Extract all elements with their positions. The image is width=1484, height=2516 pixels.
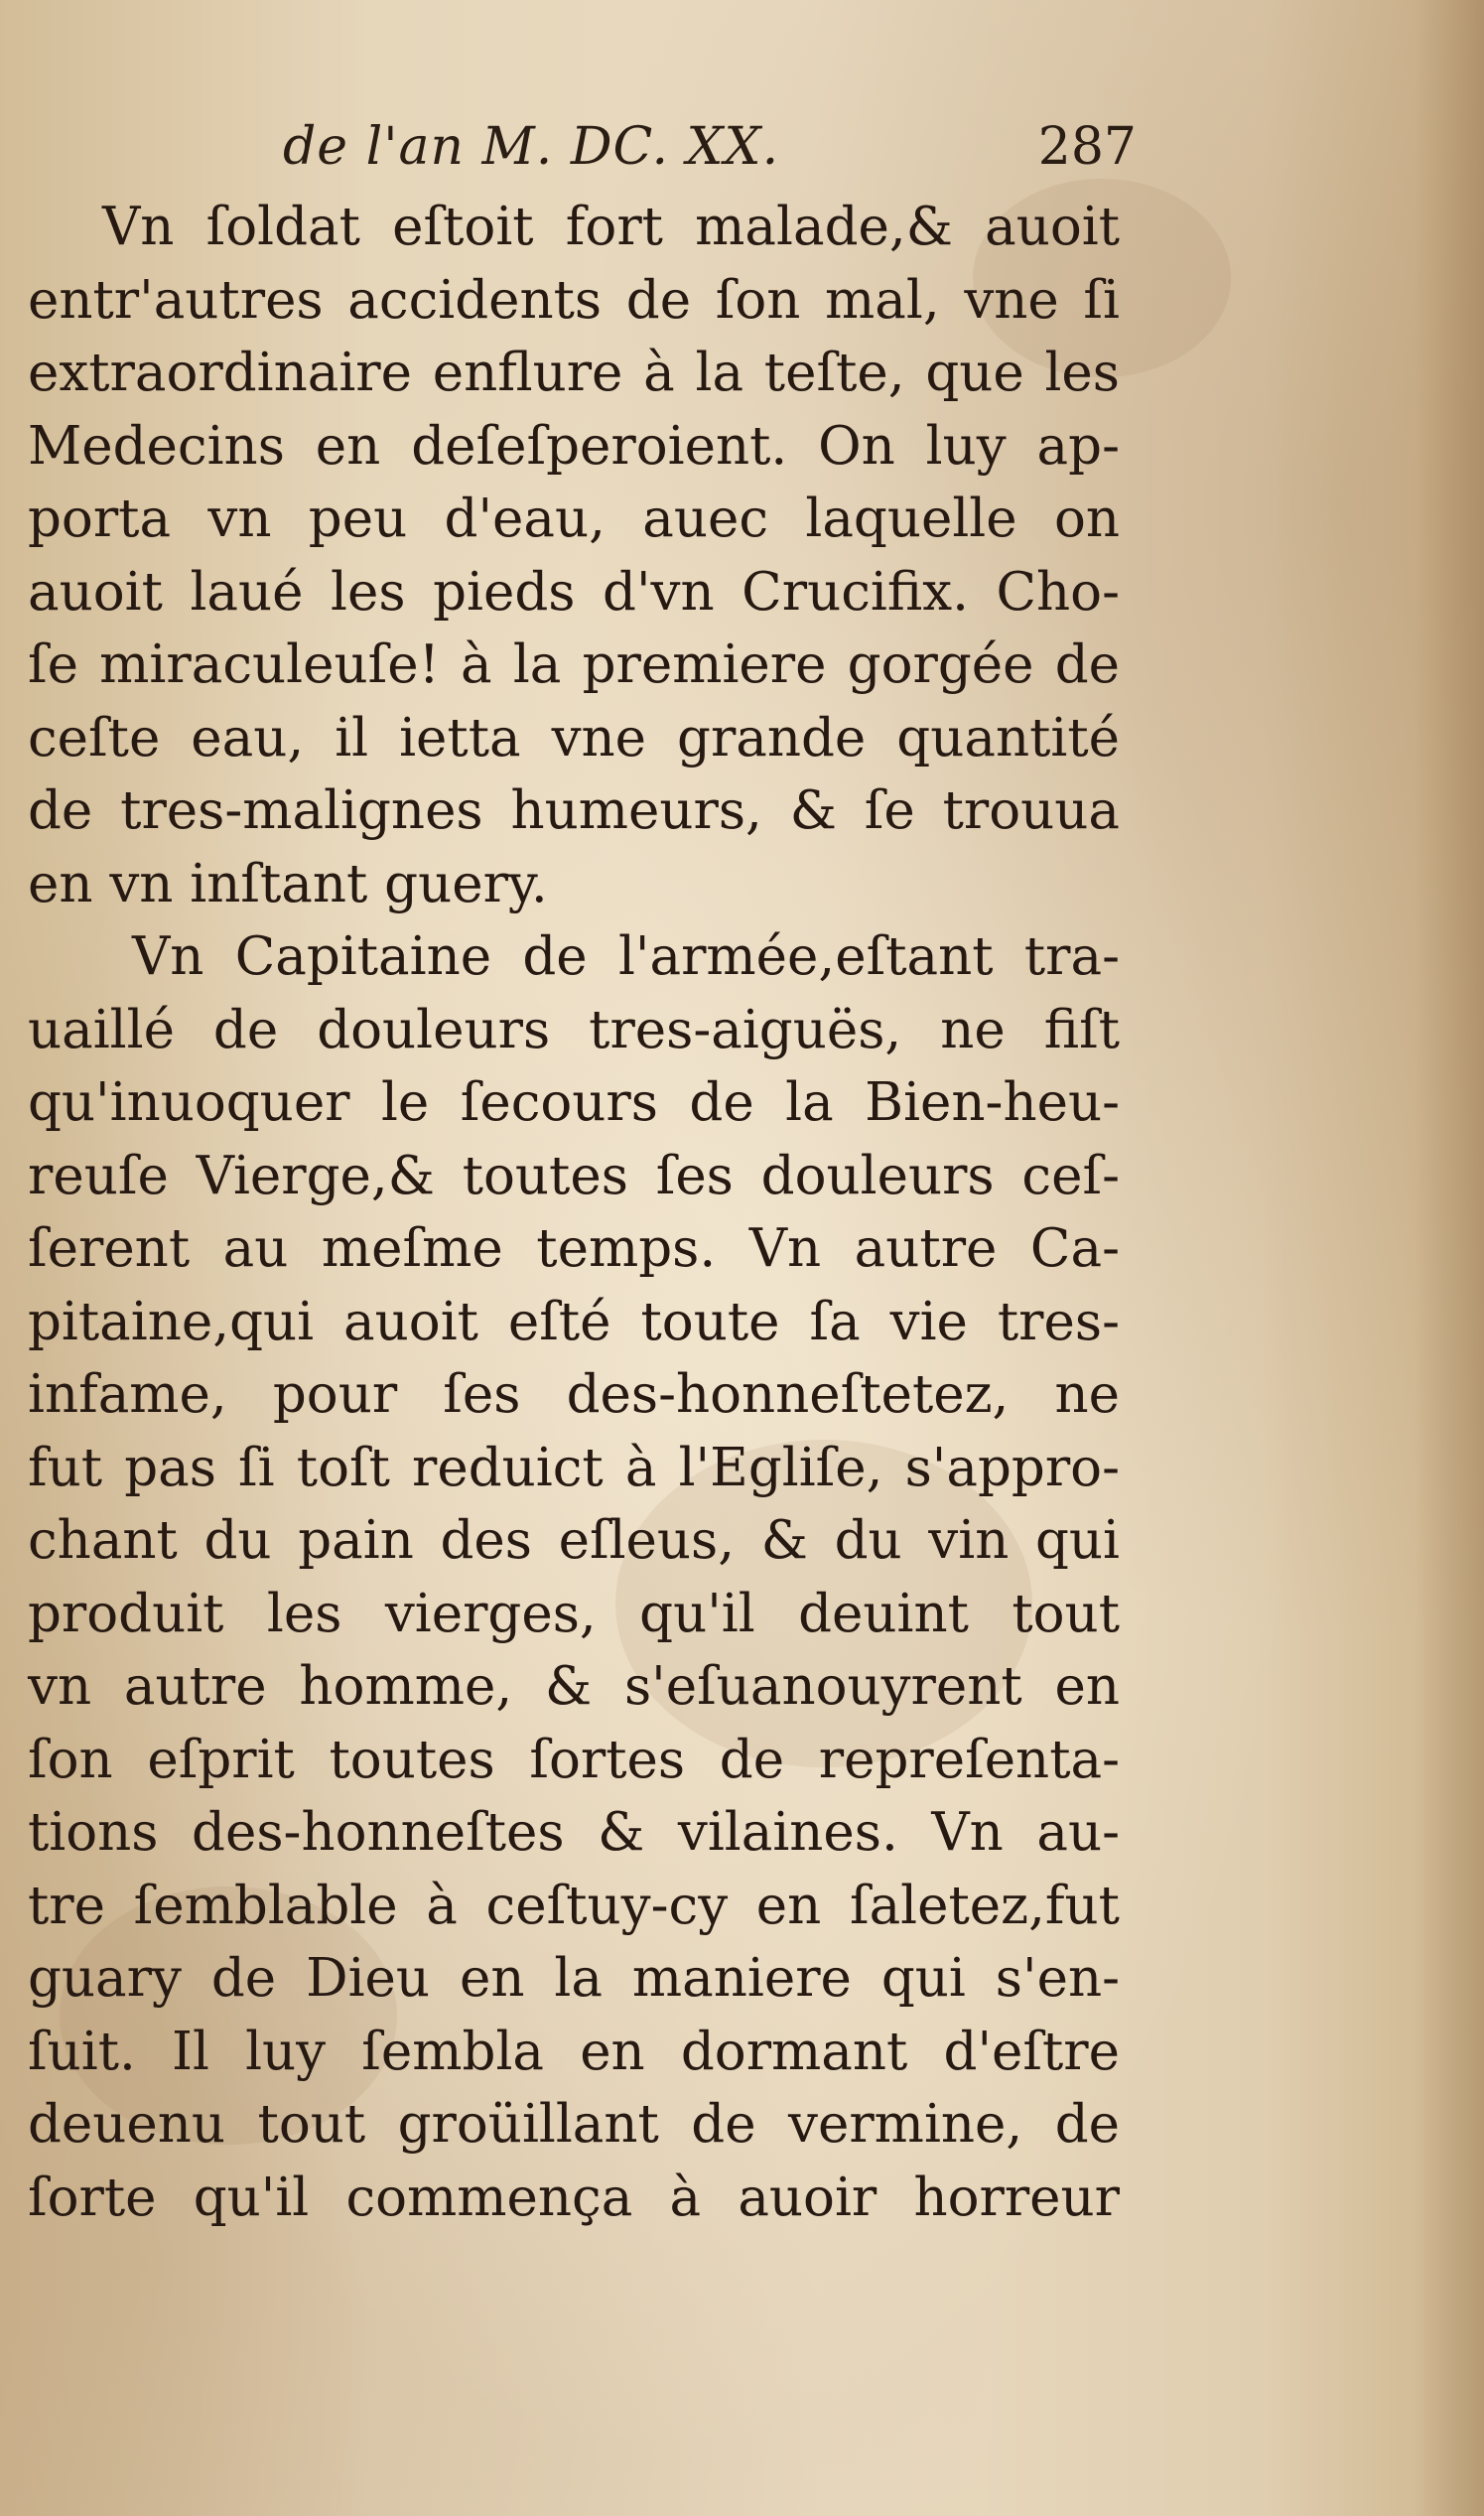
text-line: qu'inuoquer le ſecours de la Bien-heu-: [28, 1072, 1120, 1133]
text-line: guary de Dieu en la maniere qui s'en-: [28, 1948, 1120, 2009]
text-line: produit les vierges, qu'il deuint tout: [28, 1583, 1120, 1644]
text-line: tre ſemblable à ceſtuy-cy en ſaletez,fut: [28, 1875, 1120, 1936]
text-line: vn autre homme, & s'eſuanouyrent en: [28, 1656, 1120, 1717]
text-line: deuenu tout groüillant de vermine, de: [28, 2094, 1120, 2155]
body-text: [28, 191, 1120, 2234]
text-line: Medecins en deſeſperoient. On luy ap-: [28, 415, 1120, 477]
text-line: ſerent au meſme temps. Vn autre Ca-: [28, 1218, 1120, 1279]
text-line: Vn Capitaine de l'armée,eſtant tra-: [132, 926, 1120, 987]
text-line: porta vn peu d'eau, auec laquelle on: [28, 489, 1120, 549]
text-line: ſuit. Il luy ſembla en dormant d'eſtre: [28, 2021, 1120, 2082]
text-line: Vn ſoldat eſtoit fort malade,& auoit: [102, 197, 1120, 257]
text-line: fut pas ſi toſt reduict à l'Egliſe, s'appro-: [28, 1437, 1120, 1498]
text-line: en vn inſtant guery.: [28, 853, 548, 914]
text-line: tions des-honneſtes & vilaines. Vn au-: [28, 1802, 1120, 1863]
text-line: infame, pour ſes des-honneſtetez, ne: [28, 1364, 1120, 1425]
running-head: de l'an M. DC. XX.: [283, 117, 780, 177]
text-line: chant du pain des eſleus, & du vin qui: [28, 1510, 1120, 1571]
page-number: 287: [1037, 117, 1137, 177]
text-line: de tres-malignes humeurs, & ſe trouua: [28, 780, 1120, 841]
text-line: ceſte eau, il ietta vne grande quantité: [28, 707, 1120, 769]
text-line: entr'autres accidents de ſon mal, vne ſi: [28, 269, 1120, 331]
text-line: extraordinaire enflure à la teſte, que les: [28, 343, 1120, 403]
text-line: ſorte qu'il commença à auoir horreur: [28, 2167, 1120, 2228]
page-header: [283, 117, 1137, 187]
text-line: auoit laué les pieds d'vn Crucifix. Cho-: [28, 561, 1120, 623]
text-line: uaillé de douleurs tres-aiguës, ne fiſt: [28, 999, 1120, 1060]
text-line: ſon eſprit toutes ſortes de repreſenta-: [28, 1729, 1120, 1790]
text-line: ſe miraculeuſe! à la premiere gorgée de: [28, 634, 1120, 695]
text-line: reuſe Vierge,& toutes ſes douleurs ceſ-: [28, 1145, 1120, 1206]
text-line: pitaine,qui auoit eſté toute ſa vie tres-: [28, 1291, 1120, 1352]
page-edge-shadow: [1415, 0, 1484, 2516]
